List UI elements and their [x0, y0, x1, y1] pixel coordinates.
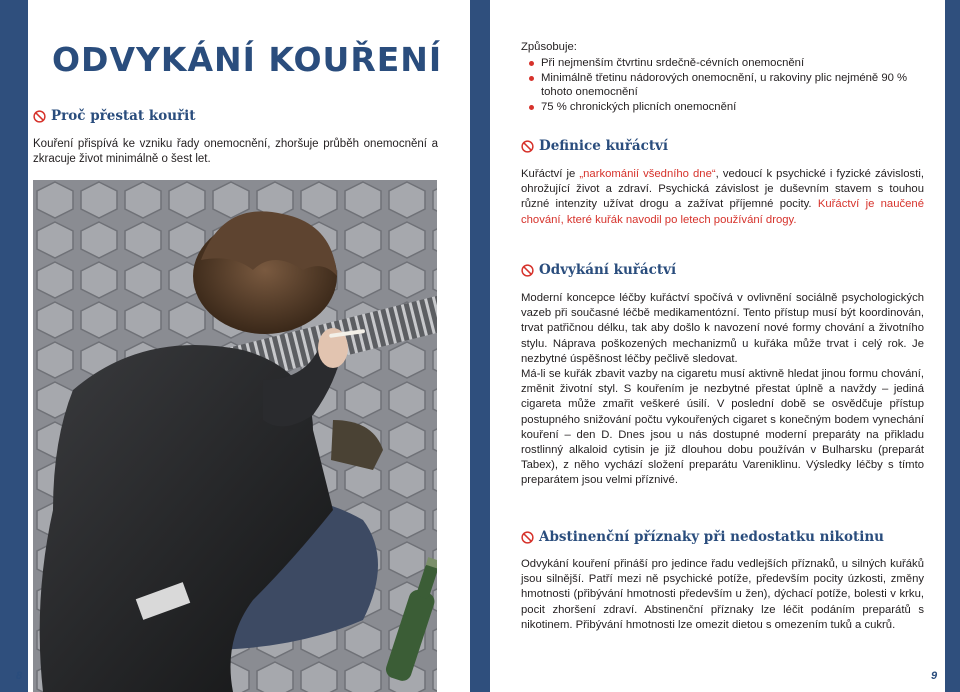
intro-text: Kouření přispívá ke vzniku řady onemocnění, zhoršuje průběh onemocnění a zkracuje život minimálně o šest let.	[33, 138, 438, 166]
page-number-right: 9	[931, 670, 938, 682]
section-heading-treatment	[521, 262, 676, 278]
treatment-paragraph	[521, 291, 924, 489]
no-sign-icon	[521, 531, 534, 544]
list-item: Při nejmenším čtvrtinu srdečně-cévních onemocnění	[527, 56, 939, 71]
causes-label: Způsobuje:	[521, 41, 577, 53]
no-sign-icon	[521, 140, 534, 153]
section-heading-label: Odvykání kuřáctví	[539, 262, 677, 278]
definition-highlight: Kuřáctví je naučené chování, které kuřák navodil po letech používání drogy.	[521, 198, 924, 226]
left-edge-band	[0, 0, 28, 692]
no-sign-icon	[521, 264, 534, 277]
definition-paragraph	[521, 167, 924, 228]
spine-band	[470, 0, 490, 692]
treatment-text-2: Má-li se kuřák zbavit vazby na cigaretu musí aktivně hledat jinou formu chování, změnit životní styl. S kouřením je nezbytné přestat úplně a navždy – jediná cigareta může zmařit veškeré úsilí. V poslední době se osvědčuje přístup postupného snižování počtu vykouřených cigaret s konečným bodem vynechání kouření – den D. Dnes jsou u nás dostupné moderní preparáty na přikladu rostlinný alkaloid cytisin je již dlouhou dobu používán v Bulharsku (preparát Tabex), z něho vychází složení preparátu Vareniklinu. Výsledky léčby s tímto preparátem jsou velmi příznivé.	[521, 368, 924, 487]
withdrawal-text: Odvykání kouření přináší pro jedince řadu vedlejších příznaků, u silných kuřáků jsou silnější. Patří mezi ně psychické potíže, především pocity úzkosti, změny hmotnosti (přibývání hmotnosti především u žen), dýchací potíže, bolesti v krku, pocit zhoršení zdraví. Abstinenční příznaky lze léčit podáním preparátů s nikotinem. Přibývání hmotnosti lze omezit dietou s omezením tuků a cukrů.	[521, 558, 924, 631]
section-heading-label: Abstinenční příznaky při nedostatku nikotinu	[539, 529, 884, 545]
section-heading-definition	[521, 138, 668, 154]
smoker-photo	[33, 180, 437, 692]
right-edge-band	[945, 0, 960, 692]
withdrawal-paragraph	[521, 557, 924, 633]
section-heading-why-quit	[33, 108, 196, 124]
section-heading-withdrawal	[521, 529, 884, 545]
page-number-left: 8	[16, 670, 23, 682]
causes-list	[527, 56, 939, 114]
treatment-text-1: Moderní koncepce léčby kuřáctví spočívá v ovlivnění sociálně psychologických vazeb při současné léčbě medikamentózní. Tento přístup musí být koordinován, trvat patřičnou délku, tak aby došlo k navození nové formy chování a životního stylu. Náprava poškozených mechanizmů u kuřáka může trvat i celý rok. Je nezbytné úspěšnost léčby pečlivě sledovat.	[521, 292, 924, 365]
list-item: Minimálně třetinu nádorových onemocnění, u rakoviny plic nejméně 90 % tohoto onemocnění	[527, 71, 939, 100]
definition-quote: „narkománií všedního dne“	[579, 168, 716, 180]
page-title: ODVYKÁNÍ KOUŘENÍ	[52, 40, 443, 79]
no-sign-icon	[33, 110, 46, 123]
definition-text-start: Kuřáctví je	[521, 168, 580, 180]
intro-paragraph	[33, 137, 438, 167]
section-heading-label: Definice kuřáctví	[539, 138, 669, 154]
list-item: 75 % chronických plicních onemocnění	[527, 100, 939, 115]
section-heading-label: Proč přestat kouřit	[51, 108, 196, 124]
definition-text-middle: , vedoucí k psychické i fyzické závislosti, ohrožující život a zdraví. Psychická závislost je duševním stavem s touhou různé intenzity užívat drogu a zažívat příjemné pocity.	[521, 168, 924, 211]
